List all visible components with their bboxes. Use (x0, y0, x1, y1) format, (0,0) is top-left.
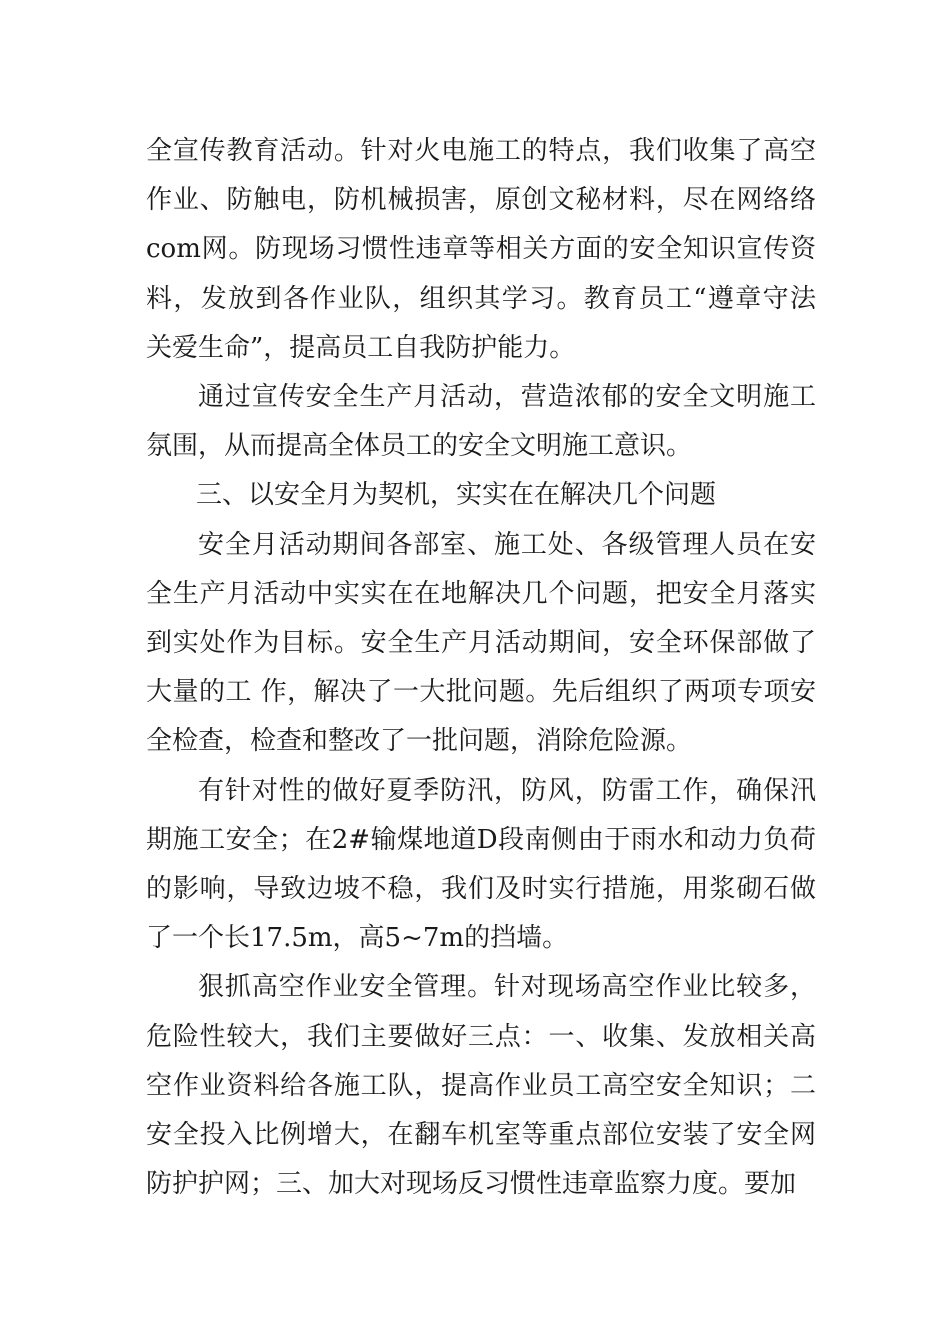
paragraph-safety-education: 全宣传教育活动。针对火电施工的特点，我们收集了高空作业、防触电，防机械损害，原创文秘材料，尽在网络络com网。防现场习惯性违章等相关方面的安全知识宣传资料，发放到各作业队，组织其学习。教育员工“遵章守法 关爱生命”，提高员工自我防护能力。 (146, 136, 816, 363)
paragraph-high-altitude-work: 狠抓高空作业安全管理。针对现场高空作业比较多，危险性较大，我们主要做好三点：一、收集、发放相关高空作业资料给各施工队，提高作业员工高空安全知识；二安全投入比例增大，在翻车机室等重点部位安装了安全网防护护网；三、加大对现场反习惯性违章监察力度。要加 (146, 972, 816, 1200)
paragraph-problem-solving: 安全月活动期间各部室、施工处、各级管理人员在安全生产月活动中实实在在地解决几个问题，把安全月落实到实处作为目标。安全生产月活动期间，安全环保部做了大量的工 作，解决了一大批问题。先后组织了两项专项安全检查，检查和整改了一批问题，消除危险源。 (146, 529, 816, 757)
body-text (146, 127, 816, 1209)
paragraph-atmosphere: 通过宣传安全生产月活动，营造浓郁的安全文明施工氛围，从而提高全体员工的安全文明施工意识。 (146, 382, 816, 462)
section-heading-three: 三、以安全月为契机，实实在在解决几个问题 (196, 480, 717, 511)
paragraph-flood-prevention: 有针对性的做好夏季防汛，防风，防雷工作，确保汛期施工安全；在2#输煤地道D段南侧由于雨水和动力负荷的影响，导致边坡不稳，我们及时实行措施，用浆砌石做了一个长17.5m，高5~7m的挡墙。 (146, 775, 816, 954)
